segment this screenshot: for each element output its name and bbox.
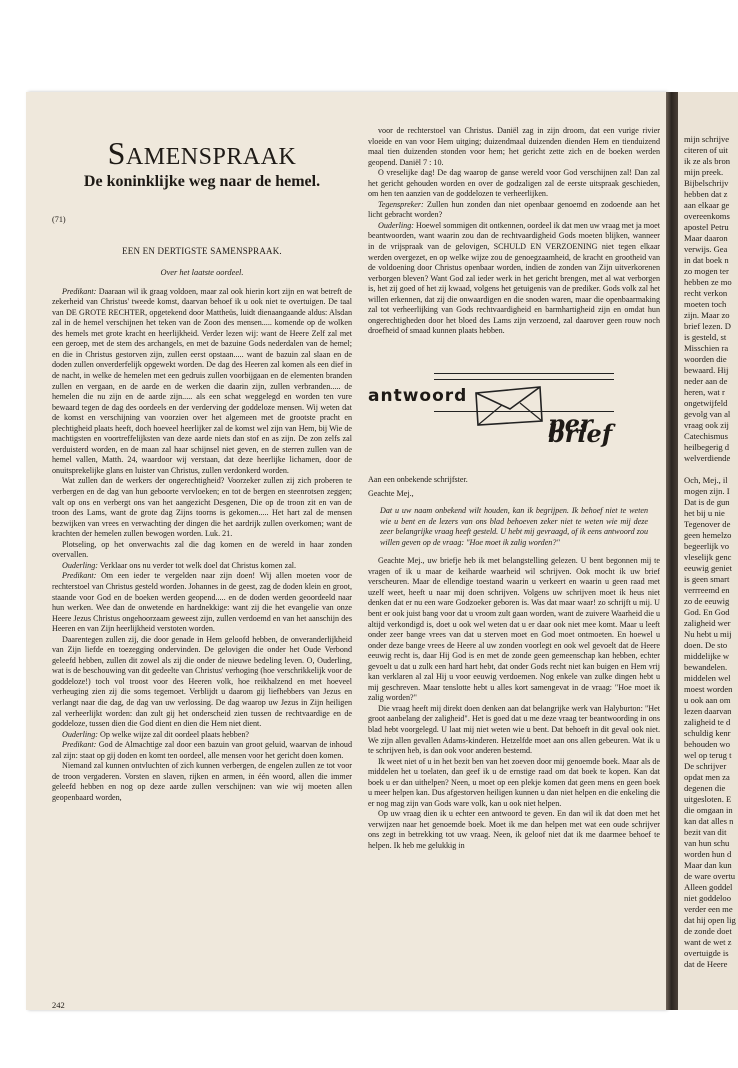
- section-subheading: Over het laatste oordeel.: [160, 268, 244, 278]
- next-page-line: God. En God: [684, 607, 730, 617]
- next-page-line: Catechismus: [684, 431, 728, 441]
- next-page-line: woorden die: [684, 354, 727, 364]
- right-column: [368, 126, 660, 852]
- next-page-text: [678, 134, 736, 970]
- next-page-line: welverdiende: [684, 453, 731, 463]
- next-page-line: Alleen goddel: [684, 882, 733, 892]
- next-page-line: dat hij open lig: [684, 915, 736, 925]
- installment-number: (71): [52, 215, 66, 224]
- next-page-line: eeuwig geniet: [684, 563, 732, 573]
- next-page-line: wel op terug t: [684, 750, 732, 760]
- speaker-label: Ouderling:: [378, 220, 414, 230]
- paragraph: Ouderling: Op welke wijze zal dit oordeel plaats hebben?: [62, 729, 249, 739]
- logo-word-per-brief: per brief: [548, 408, 613, 449]
- next-page-line: verder een me: [684, 904, 733, 914]
- next-page-line: aan elkaar ge: [684, 200, 730, 210]
- next-page-line: [678, 464, 736, 475]
- next-page-line: mijn schrijve: [684, 134, 730, 144]
- next-page-line: de ware overtu: [684, 871, 736, 881]
- paragraph: Die vraag heeft mij direkt doen denken aan dat belangrijke werk van Halyburton: "Het groot aanbelang der zaligheid". Het is goed dat u me deze vraag ter beantwoording in ons blad hebt voorgelegd. U laat mij niet weten wie u bent. Dat behoeft in dit geval ook niet. We zijn allen gevallen Adams-kinderen. Hetzelfde moet aan ons allen gebeuren. Wat ik u te schrijven heb, is dan ook voor anderen bestemd.: [368, 703, 660, 756]
- next-page-line: niet goddeloo: [684, 893, 732, 903]
- next-page-line: zaligheid te d: [684, 717, 731, 727]
- next-page-line: mogen zijn. I: [684, 486, 730, 496]
- right-paragraphs-top: [368, 126, 660, 337]
- left-paragraphs: [52, 287, 352, 804]
- speaker-label: Predikant:: [62, 286, 97, 296]
- next-page-line: is geen smart: [684, 574, 730, 584]
- next-page-line: de zonde doet: [684, 926, 732, 936]
- next-page-line: middelen wel: [684, 673, 731, 683]
- next-page-edge: [678, 92, 738, 1010]
- next-page-line: vleselijk genc: [684, 552, 732, 562]
- next-page-line: opdat men za: [684, 772, 730, 782]
- next-page-line: van hun schu: [684, 838, 730, 848]
- next-page-line: verrreemd en: [684, 585, 730, 595]
- next-page-line: citeren of uit: [684, 145, 728, 155]
- next-page-line: hebben ze mo: [684, 277, 732, 287]
- next-page-line: moest worden: [684, 684, 733, 694]
- next-page-line: behouden wo: [684, 739, 731, 749]
- paragraph: Wat zullen dan de werkers der ongerechtigheid? Voorzeker zullen zij zich proberen te verbergen en de dag van hun geboorte vervloeken; en tot de bergen en steenrotsen zeggen; valt op ons en verbergt ons van het aangezicht Desgenen, Die op de troon zit en van de troon des Lams, want de grote dag Zijns toorns is gekomen..... Het hart zal de mensen bezwijken van vrees en verwachting der dingen die het aardrijk zullen overkomen; want de krachten der hemelen zullen bewogen worden. Luk. 21.: [52, 476, 352, 539]
- paragraph: Daarentegen zullen zij, die door genade in Hem geloofd hebben, de onveranderlijkheid van Zijn liefde en toezegging ondervinden. De gelovigen die onder het Oude Verbond geleefd hebben, zullen dit zowel als zij die onder de nieuwe bedeling leven. O, Ouderling, wat is de beschouwing van dit gedeelte van Christus' verhoging (hoe verschrikkelijk voor de goddeloze!) toch vol troost voor des Heeren volk, hoe reikhalzend en met hoeveel verheuging zien zij die soms tegemoet. Verblijdt u daarom gij liefhebbers van Jezus en verlangt naar die dag, de dag van uw verlossing. De dag waarop uw Jezus in Zijn heiligen zal verheerlijkt worden: dan zult gij het onderscheid zien tussen de rechtvaardige en de goddeloze, tussen dien die God dient en dien die Hem niet dient.: [52, 634, 352, 729]
- next-page-line: doen. De sto: [684, 640, 728, 650]
- next-page-line: Maar dan kun: [684, 860, 732, 870]
- letter-salutation: Geachte Mej.,: [368, 489, 414, 499]
- next-page-line: gevolg van al: [684, 409, 731, 419]
- next-page-line: neder aan de: [684, 376, 728, 386]
- paragraph: voor de rechterstoel van Christus. Daniël zag in zijn droom, dat een vurige rivier vloeide en van voor Hem uitging; duizendmaal duizenden dienden Hem en tienduizend maal tien duizenden stonden voor hem; het gericht zette zich en de boeken werden geopend. Daniël 7 : 10.: [368, 126, 660, 167]
- antwoord-per-brief-logo: [368, 359, 660, 469]
- paragraph: O vreselijke dag! De dag waarop de ganse wereld voor God verschijnen zal! Dan zal het gericht gehouden worden en over de godzaligen zal de eerste uitspraak geschieden, om hen ten aanzien van de goddelozen te verheerlijken.: [368, 168, 660, 199]
- paragraph: Predikant: Om een ieder te vergelden naar zijn doen! Wij allen moeten voor de rechterstoel van Christus gesteld worden. Johannes in de geest, zag de doden klein en groot, staande voor God en de boeken werden geopend..... en de doden werden geoordeeld naar hun werken. Wee dan de onwetende en hardnekkige: want zij die het evangelie van onze Heere Jezus Christus ongehoorzaam geweest zijn, zullen verdoemd en van het aanschijn des Heeren en van Zijn heerlijkheid verstoten worden.: [52, 571, 352, 634]
- next-page-line: Bijbelschrijv: [684, 178, 729, 188]
- next-page-line: overeenkoms: [684, 211, 730, 221]
- letter-addressee: Aan een onbekende schrijfster.: [368, 474, 468, 484]
- letter-quote: Dat u uw naam onbekend wilt houden, kan ik begrijpen. Ik behoef niet te weten wie u bent en de lezers van ons blad behoeven zeker niet te weten wie mij deze zeer belangrijke vraag heeft gesteld. U hebt mij gevraagd, of ik eens antwoord zou willen geven op de vraag: "Hoe moet ik zalig worden?": [380, 506, 648, 547]
- next-page-line: brief lezen. D: [684, 321, 732, 331]
- next-page-line: overtuigde is: [684, 948, 729, 958]
- next-page-line: zo de eeuwig: [684, 596, 730, 606]
- logo-rule: [434, 373, 614, 374]
- next-page-line: recht verkon: [684, 288, 728, 298]
- next-page-line: moeten toch: [684, 299, 727, 309]
- next-page-line: De schrijver: [684, 761, 727, 771]
- next-page-line: Nu hebt u mij: [684, 629, 732, 639]
- paragraph: Predikant: Daaraan wil ik graag voldoen, maar zal ook hierin kort zijn en wat betreft de zekerheid van Christus' tweede komst, daarvan behoef ik u ook niet te overtuigen. De taal van DE GROTE RECHTER, opgetekend door Mattheüs, luidt dienaangaande aldus: Alsdan zal in de hemel verschijnen het teken van de Zoon des mensen..... komende op de wolken des hemels met grote kracht en heerlijkheid. Verder lezen wij: want de Heere Zelf zal met een geroep, met de stem des archangels, en met de bazuine Gods nederdalen van de hemel; en die in Christus gestorven zijn, zullen eerst opstaan..... want de bazuin zal slaan en de doden zullen onverderfelijk opgewekt worden. De dag des Heeren zal komen als een dief in de nacht, in welke de hemelen met een gedruis zullen voorbijgaan en de elementen branden zullen en vergaan, en de aarde en de werken die daarin zijn, zullen verbranden..... de hemelen die nu zijn en de aarde zijn..... als een schat weggelegd en worden ten vure bewaard tegen de dag des oordeels en der verderving der goddeloze mensen. Wij weten dat de komst en verschijning van voorzien over het algemeen met de grootste pracht en plechtigheid plaats heeft, doch hoeveel heerlijker zal de komst wel zijn van Hem, bij Wie de machtigsten en voortreffelijksten van deze aarde niets dan stof en as zijn. De zon zelfs zal verduisterd worden, en de maan zal haar schijnsel niet geven, en de sterren zullen van de hemel vallen, Matth. 24, waardoor wij verstaan, dat deze heerlijke lichamen, door de onuitsprekelijke glans en luister van Christus, zullen verdonkerd worden.: [52, 286, 352, 475]
- next-page-line: bezit van dit: [684, 827, 727, 837]
- next-page-line: dat de Heere: [684, 959, 728, 969]
- next-page-line: begeerlijk vo: [684, 541, 730, 551]
- next-page-line: ongetwijfeld: [684, 398, 728, 408]
- paragraph: Predikant: God de Almachtige zal door een bazuin van groot geluid, waarvan de inhoud zal zijn: staat op gij doden en komt ten oordeel, alle mensen voor het gericht doen komen.: [52, 740, 352, 760]
- envelope-icon: [472, 383, 546, 427]
- next-page-line: middelijke w: [684, 651, 730, 661]
- next-page-line: zaligheid wer: [684, 618, 731, 628]
- paragraph: Ik weet niet of u in het bezit ben van het zoeven door mij genoemde boek. Maar als de middelen het u toelaten, dan geef ik u de ernstige raad om dat boek te kopen. Kan dat boek u er dan uithelpen? Neen, u moet op een plekje komen dat geen mens en geen boek u meer helpen kan. Dus afgestorven heiligen kunnen u dan niet helpen en die enkeling die er nog mag zijn van Gods ware volk, kan u ook niet helpen.: [368, 756, 660, 808]
- next-page-line: Misschien ra: [684, 343, 729, 353]
- paragraph: Niemand zal kunnen ontvluchten of zich kunnen verbergen, de engelen zullen ze tot voor de troon vergaderen. Vorsten en slaven, rijken en armen, in één woord, allen die immer geleefd hebben en nog op deze aarde zullen verschijnen: van wie wij moeten allen geopenbaard worden,: [52, 761, 352, 802]
- next-page-line: apostel Petru: [684, 222, 729, 232]
- next-page-line: uitgesloten. E: [684, 794, 732, 804]
- speaker-label: Ouderling:: [62, 729, 98, 739]
- next-page-line: verwijs. Gea: [684, 244, 728, 254]
- left-column: [52, 135, 352, 803]
- next-page-line: vraag ook zij: [684, 420, 729, 430]
- paragraph: Ouderling: Hoewel sommigen dit ontkennen, oordeel ik dat men uw vraag met ja moet beantwoorden, want waarin zou dan de rechtvaardigheid Gods moeten blijken, wanneer in de vrijspraak van de gelovigen, SCHULD EN VERZOENING niet tegen elkaar werden overgezet, en op welke wijze zou de genoegzaamheid, de kracht en grootheid van de voldoening door Christus openbaar worden, indien de zonden van Zijn uitverkorenen verborgen bleven? Want God zal ieder werk in het gericht brengen, met al wat verborgen is, het zij goed of het zij kwaad, volgens het getuigenis van de prediker. Gods volk zal het willen erkennen, dat zij die onwaardigen en die snoden waren, maar die openbaarmaking zal tot verheerlijking van Gods rechtvaardigheid en barmhartigheid zijn en omdat hun ongerechtigheden door het bloed des Lams zijn verzoend, zal daarover geen rouw noch droefheid of smaad kunnen plaats hebben.: [368, 220, 660, 336]
- next-page-line: zijn. Maar zo: [684, 310, 730, 320]
- paragraph: Tegenspreker: Zullen hun zonden dan niet openbaar genoemd en zodoende aan het licht gebracht worden?: [368, 199, 660, 220]
- next-page-line: heren, wat r: [684, 387, 725, 397]
- paragraph: Ouderling: Verklaar ons nu verder tot welk doel dat Christus komen zal.: [62, 560, 297, 570]
- next-page-line: lezen daarvan: [684, 706, 732, 716]
- next-page-line: worden hun d: [684, 849, 732, 859]
- next-page-line: Maar daaron: [684, 233, 728, 243]
- next-page-line: die omgaan in: [684, 805, 733, 815]
- next-page-line: want de wet z: [684, 937, 732, 947]
- next-page-line: ik ze als bron: [684, 156, 731, 166]
- paragraph: Op uw vraag dien ik u echter een antwoord te geven. En dan wil ik dat doen met het verwijzen naar het genoemde boek. Moet ik me dan helpen met wat een oude schrijver ons zegt in betrekking tot uw vraag. Neen, ik geloof niet dat ik me daarmee behoef te helpen. Ik heb me gelukkig in: [368, 809, 660, 850]
- next-page-line: Tegenover de: [684, 519, 731, 529]
- book-spine: [666, 92, 678, 1010]
- next-page-line: Och, Mej., il: [684, 475, 728, 485]
- section-heading: EEN EN DERTIGSTE SAMENSPRAAK.: [122, 245, 282, 256]
- speaker-label: Ouderling:: [62, 560, 98, 570]
- next-page-line: in dat boek n: [684, 255, 729, 265]
- page-number: 242: [52, 1000, 65, 1010]
- next-page-line: schuldig kenr: [684, 728, 731, 738]
- next-page-line: heilbegerig d: [684, 442, 730, 452]
- next-page-line: u ook aan om: [684, 695, 731, 705]
- next-page-line: kan dat alles n: [684, 816, 734, 826]
- right-paragraphs-bottom: [368, 556, 660, 851]
- next-page-line: degenen die: [684, 783, 726, 793]
- next-page-line: mijn preek.: [684, 167, 724, 177]
- next-page-line: Dat is de gun: [684, 497, 730, 507]
- speaker-label: Predikant:: [62, 740, 97, 750]
- logo-word-antwoord: antwoord: [368, 385, 468, 406]
- next-page-line: zo mogen ter: [684, 266, 729, 276]
- speaker-label: Tegenspreker:: [378, 199, 424, 209]
- speaker-label: Predikant:: [62, 571, 97, 581]
- article-title: SAMENSPRAAK: [107, 135, 297, 171]
- next-page-line: bewandelen.: [684, 662, 728, 672]
- next-page-line: het bij u nie: [684, 508, 725, 518]
- paragraph: Geachte Mej., uw briefje heb ik met belangstelling gelezen. U bent begonnen mij te vragen of ik u maar de keiharde waarheid wil schrijven. Ook mocht ik uw brief verscheuren. Maar de ellendige toestand waarin u verkeert en waarin u geen raad met uzelf weet, heeft u naar mij doen schrijven. Volgens uw schrijven moet ik heus niet denken dat er nu een ware Godzoeker geboren is. Was dat maar waar! zo schrijft u mij. U bent er ook juist bang voor dat u vroom zult gaan worden, want de zuivere Waarheid die u altijd verkondigd is, doet u ook wel weten dat u er daar ook niet mee komt. Maar u leeft onder zeer bange vrees van dat u sterven moet en God moet ontmoeten. En hoewel u onder deze bange vrees de Heere al uw zonden voorlegt en ook wel gevoelt dat de Heere eeuwig recht is, daar Hij God is en met de zonde geen gemeenschap kan hebben, echter gevoelt u dat u zulk een hard hart hebt, dat onder Gods recht niet kan buigen en Hem vrij kan verklaren al zal Hij u voor eeuwig verdoemen. Nog enkele van zulke dingen hebt u mij geschreven. Maar tenslotte hebt u alles kort samengevat in de vraag: "Hoe moet ik zalig worden?": [368, 556, 660, 703]
- next-page-line: is gesteld, st: [684, 332, 727, 342]
- article-subtitle: De koninklijke weg naar de hemel.: [83, 173, 321, 190]
- logo-rule: [434, 379, 614, 380]
- next-page-line: bewaard. Hij: [684, 365, 729, 375]
- next-page-line: hebben dat z: [684, 189, 728, 199]
- next-page-line: geen hemelzo: [684, 530, 732, 540]
- paragraph: Plotseling, op het onverwachts zal die dag komen en de wereld in haar zonden overvallen.: [52, 539, 352, 560]
